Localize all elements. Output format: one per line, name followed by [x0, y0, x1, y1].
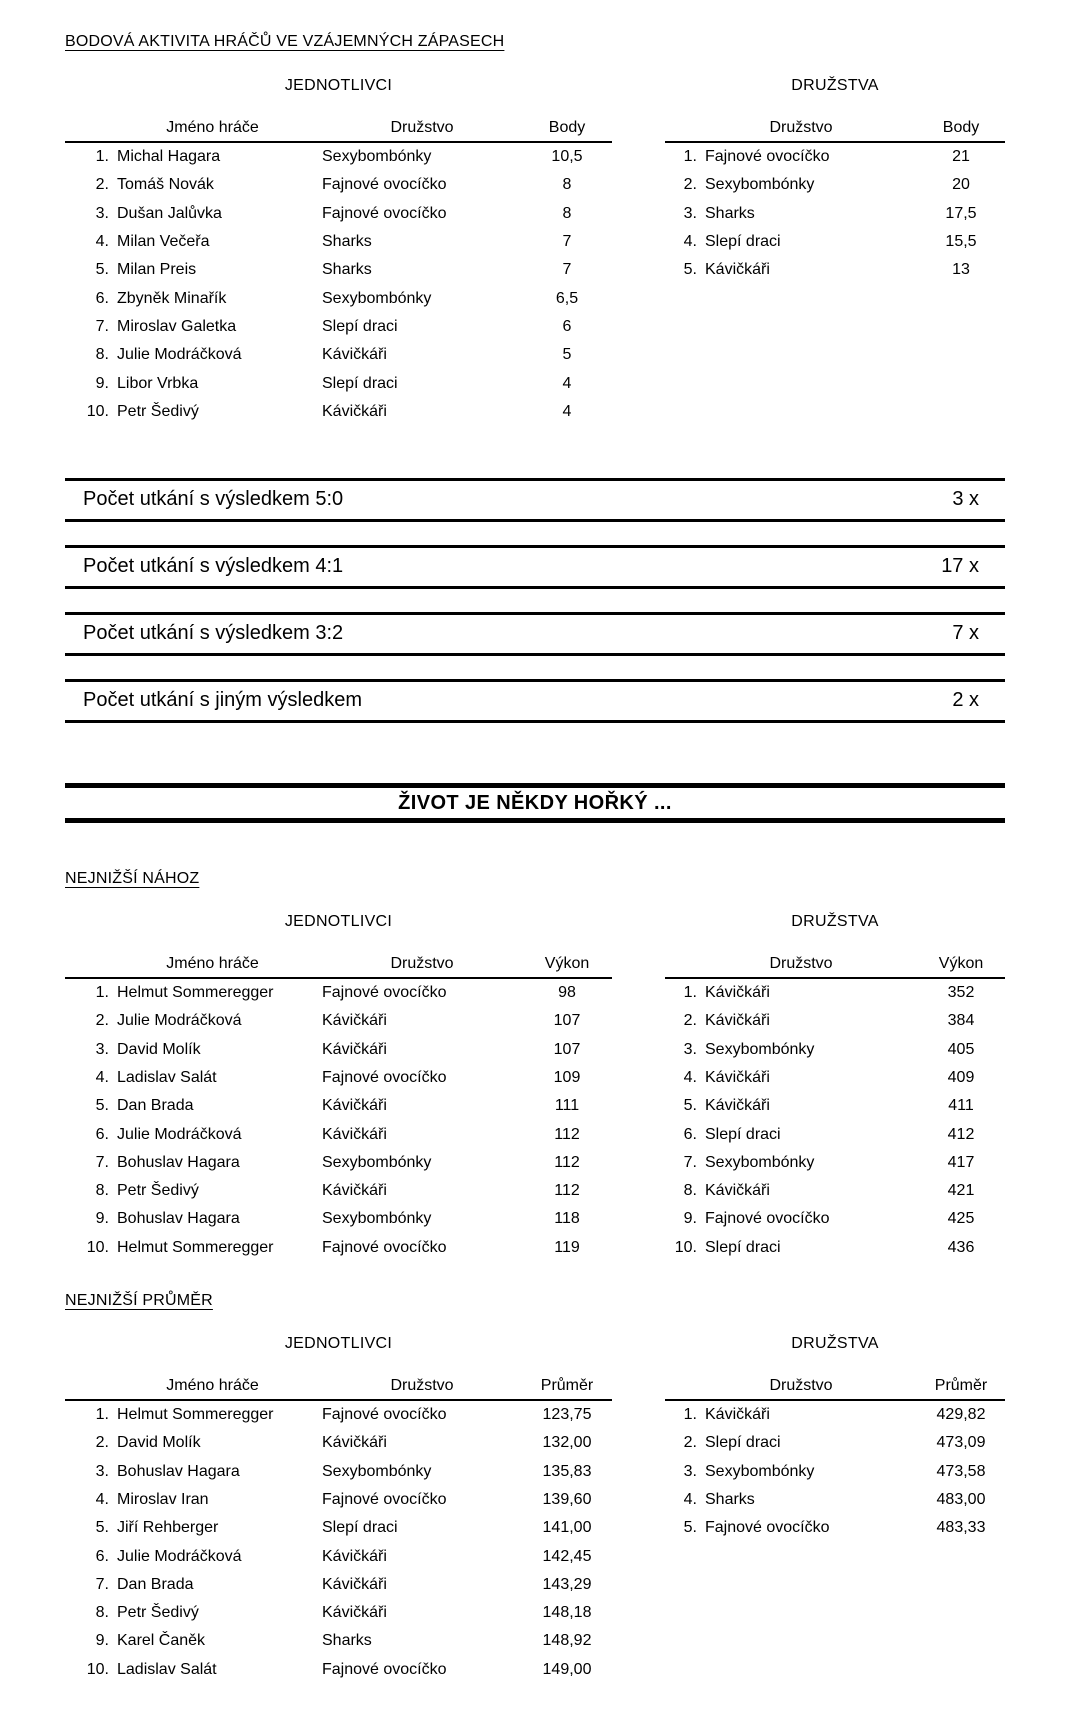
points-teams-table: [665, 77, 1005, 284]
table-row: [65, 256, 612, 284]
rank-cell: 3.: [95, 204, 109, 222]
team-name-cell: Kávičkáři: [705, 1012, 770, 1030]
player-name-cell: Zbyněk Minařík: [117, 289, 227, 307]
team-name-cell: Kávičkáři: [705, 261, 770, 279]
team-name-cell: Sexybombónky: [322, 1153, 432, 1171]
rank-cell: 3.: [95, 1040, 109, 1058]
player-name-cell: Helmut Sommeregger: [117, 1238, 274, 1256]
team-name-cell: Slepí draci: [705, 1434, 781, 1452]
player-name-cell: Julie Modráčková: [117, 1125, 242, 1143]
rank-cell: 5.: [683, 1519, 697, 1537]
rank-cell: 5.: [683, 261, 697, 279]
subsection-heading-lowest-throw: NEJNIŽŠÍ NÁHOZ: [65, 869, 200, 887]
table-title-individuals: JEDNOTLIVCI: [284, 1334, 393, 1352]
value-cell: 142,45: [542, 1547, 592, 1565]
rank-cell: 10.: [86, 402, 109, 420]
rank-cell: 8.: [95, 346, 109, 364]
team-name-cell: Sharks: [322, 261, 372, 279]
table-row: [665, 200, 1005, 228]
value-cell: 411: [948, 1097, 974, 1115]
points-individuals-table: [65, 77, 612, 426]
rank-cell: 6.: [683, 1125, 697, 1143]
player-name-cell: Helmut Sommeregger: [117, 1406, 274, 1424]
column-header-team: Družstvo: [769, 1376, 833, 1394]
table-row: [665, 1007, 1005, 1035]
team-name-cell: Slepí draci: [705, 1238, 781, 1256]
lowest-throw-teams-table: [665, 913, 1005, 1262]
team-name-cell: Fajnové ovocíčko: [705, 148, 830, 166]
team-name-cell: Sharks: [322, 1632, 372, 1650]
rank-cell: 3.: [683, 1462, 697, 1480]
table-row: [65, 1571, 612, 1599]
rank-cell: 8.: [683, 1182, 697, 1200]
table-header-row: [65, 955, 612, 979]
team-name-cell: Kávičkáři: [705, 1406, 770, 1424]
team-name-cell: Kávičkáři: [705, 1069, 770, 1086]
value-cell: 421: [947, 1182, 975, 1200]
player-name-cell: Dan Brada: [117, 1097, 194, 1115]
value-cell: 473,58: [936, 1462, 986, 1480]
team-name-cell: Slepí draci: [322, 317, 398, 335]
value-cell: 8: [562, 204, 572, 222]
rank-cell: 6.: [95, 289, 109, 307]
table-body: [65, 1401, 612, 1684]
table-row: [665, 1486, 1005, 1514]
player-name-cell: Petr Šedivý: [117, 1604, 199, 1622]
value-cell: 6,5: [555, 289, 579, 307]
value-cell: 429,82: [936, 1406, 986, 1424]
team-name-cell: Kávičkáři: [322, 1182, 387, 1200]
team-name-cell: Sexybombónky: [705, 176, 815, 194]
value-cell: 20: [952, 176, 970, 194]
table-header-row: [665, 955, 1005, 979]
table-row: [65, 979, 612, 1007]
rank-cell: 2.: [683, 1012, 697, 1030]
value-cell: 21: [952, 148, 970, 166]
column-header-player: Jméno hráče: [166, 119, 259, 136]
team-name-cell: Fajnové ovocíčko: [322, 984, 447, 1002]
rank-cell: 4.: [95, 1069, 109, 1086]
lowest-average-individuals-table: [65, 1335, 612, 1684]
team-name-cell: Kávičkáři: [322, 346, 387, 364]
value-cell: 8: [562, 176, 572, 194]
column-header-performance: Výkon: [544, 954, 590, 972]
table-row: [65, 1036, 612, 1064]
rank-cell: 7.: [95, 1153, 109, 1171]
player-name-cell: Jiří Rehberger: [117, 1519, 219, 1537]
summary-label: Počet utkání s výsledkem 5:0: [83, 488, 344, 511]
rank-cell: 8.: [95, 1604, 109, 1622]
rank-cell: 5.: [95, 261, 109, 279]
team-name-cell: Kávičkáři: [705, 1097, 770, 1115]
value-cell: 143,29: [542, 1575, 592, 1593]
table-row: [665, 1036, 1005, 1064]
summary-label: Počet utkání s jiným výsledkem: [83, 689, 362, 712]
table-row: [65, 1064, 612, 1092]
team-name-cell: Fajnové ovocíčko: [322, 204, 447, 222]
table-header-row: [665, 1377, 1005, 1401]
rank-cell: 10.: [86, 1660, 109, 1678]
team-name-cell: Sexybombónky: [705, 1153, 815, 1171]
table-row: [65, 1542, 612, 1570]
player-name-cell: Miroslav Iran: [117, 1490, 209, 1508]
value-cell: 473,09: [936, 1434, 986, 1452]
summary-row: [65, 545, 1005, 589]
table-row: [65, 200, 612, 228]
table-row: [65, 1120, 612, 1148]
value-cell: 13: [952, 261, 970, 279]
banner-title: ŽIVOT JE NĚKDY HOŘKÝ ...: [65, 783, 1005, 823]
rank-cell: 2.: [683, 176, 697, 194]
player-name-cell: Michal Hagara: [117, 148, 221, 166]
value-cell: 6: [562, 317, 572, 335]
team-name-cell: Slepí draci: [705, 1125, 781, 1143]
team-name-cell: Kávičkáři: [322, 1604, 387, 1622]
table-body: [665, 1401, 1005, 1542]
team-name-cell: Fajnové ovocíčko: [705, 1519, 830, 1537]
table-row: [665, 1429, 1005, 1457]
rank-cell: 7.: [683, 1153, 697, 1171]
rank-cell: 4.: [683, 1490, 697, 1508]
player-name-cell: Bohuslav Hagara: [117, 1210, 240, 1228]
table-title-teams: DRUŽSTVA: [791, 77, 879, 94]
player-name-cell: Karel Čaněk: [117, 1632, 206, 1650]
player-name-cell: Miroslav Galetka: [117, 317, 237, 335]
lowest-throw-individuals-table: [65, 913, 612, 1262]
rank-cell: 4.: [95, 233, 109, 251]
summary-label: Počet utkání s výsledkem 4:1: [83, 555, 344, 578]
team-name-cell: Kávičkáři: [322, 1040, 387, 1058]
value-cell: 132,00: [542, 1434, 592, 1452]
value-cell: 409: [947, 1069, 975, 1086]
team-name-cell: Slepí draci: [322, 1519, 398, 1537]
table-row: [665, 1092, 1005, 1120]
team-name-cell: Sharks: [705, 1490, 755, 1508]
table-header-row: [665, 119, 1005, 143]
table-row: [65, 313, 612, 341]
team-name-cell: Sharks: [705, 204, 755, 222]
table-row: [65, 341, 612, 369]
rank-cell: 10.: [86, 1238, 109, 1256]
team-name-cell: Kávičkáři: [705, 984, 770, 1002]
rank-cell: 1.: [683, 148, 697, 166]
rank-cell: 7.: [95, 317, 109, 335]
player-name-cell: Petr Šedivý: [117, 402, 199, 420]
player-name-cell: Julie Modráčková: [117, 1547, 242, 1565]
table-row: [65, 1486, 612, 1514]
table-row: [65, 1458, 612, 1486]
column-header-points: Body: [548, 119, 586, 136]
table-body: [65, 979, 612, 1262]
table-row: [65, 1092, 612, 1120]
rank-cell: 5.: [95, 1519, 109, 1537]
summary-row: [65, 612, 1005, 656]
value-cell: 425: [947, 1210, 975, 1228]
player-name-cell: Julie Modráčková: [117, 1012, 242, 1030]
value-cell: 15,5: [945, 233, 977, 251]
table-row: [65, 1401, 612, 1429]
table-row: [665, 1149, 1005, 1177]
rank-cell: 3.: [683, 1040, 697, 1058]
value-cell: 384: [947, 1012, 975, 1030]
rank-cell: 4.: [95, 1490, 109, 1508]
team-name-cell: Sexybombónky: [322, 1462, 432, 1480]
page-title: BODOVÁ AKTIVITA HRÁČŮ VE VZÁJEMNÝCH ZÁPASECH: [65, 33, 505, 50]
summary-row: [65, 679, 1005, 723]
rank-cell: 1.: [683, 984, 697, 1002]
player-name-cell: Libor Vrbka: [117, 374, 199, 392]
value-cell: 483,33: [936, 1519, 986, 1537]
team-name-cell: Sharks: [322, 233, 372, 251]
team-name-cell: Fajnové ovocíčko: [322, 1069, 447, 1086]
value-cell: 4: [562, 374, 572, 392]
table-row: [65, 1627, 612, 1655]
team-name-cell: Slepí draci: [322, 374, 398, 392]
table-row: [65, 143, 612, 171]
player-name-cell: Julie Modráčková: [117, 346, 242, 364]
column-header-team: Družstvo: [390, 119, 454, 136]
player-name-cell: Dušan Jalůvka: [117, 204, 222, 222]
value-cell: 135,83: [542, 1462, 592, 1480]
team-name-cell: Fajnové ovocíčko: [322, 1238, 447, 1256]
value-cell: 139,60: [542, 1490, 592, 1508]
table-row: [665, 979, 1005, 1007]
team-name-cell: Sexybombónky: [705, 1462, 815, 1480]
value-cell: 123,75: [542, 1406, 592, 1424]
table-row: [65, 1656, 612, 1684]
rank-cell: 5.: [95, 1097, 109, 1115]
value-cell: 417: [947, 1153, 975, 1171]
table-body: [665, 979, 1005, 1262]
value-cell: 107: [553, 1040, 581, 1058]
table-row: [65, 1514, 612, 1542]
rank-cell: 2.: [95, 176, 109, 194]
team-name-cell: Sexybombónky: [322, 1210, 432, 1228]
team-name-cell: Kávičkáři: [322, 1575, 387, 1593]
rank-cell: 1.: [95, 148, 109, 166]
player-name-cell: Tomáš Novák: [117, 176, 214, 194]
value-cell: 483,00: [936, 1490, 986, 1508]
summary-row: [65, 478, 1005, 522]
value-cell: 118: [554, 1210, 580, 1228]
rank-cell: 2.: [95, 1434, 109, 1452]
value-cell: 5: [562, 346, 572, 364]
column-header-team: Družstvo: [769, 954, 833, 972]
summary-value: 17 x: [941, 555, 979, 578]
table-row: [65, 1429, 612, 1457]
value-cell: 405: [947, 1040, 975, 1058]
table-row: [665, 143, 1005, 171]
team-name-cell: Kávičkáři: [322, 1547, 387, 1565]
table-row: [665, 1064, 1005, 1092]
table-header-row: [65, 119, 612, 143]
table-row: [65, 1234, 612, 1262]
summary-value: 2 x: [952, 689, 979, 712]
section-lowest-average: [65, 1335, 1005, 1684]
player-name-cell: Helmut Sommeregger: [117, 984, 274, 1002]
table-row: [665, 1177, 1005, 1205]
table-title-individuals: JEDNOTLIVCI: [284, 912, 393, 930]
value-cell: 109: [553, 1069, 581, 1086]
player-name-cell: Milan Večeřa: [117, 233, 210, 251]
table-row: [65, 171, 612, 199]
rank-cell: 4.: [683, 233, 697, 251]
player-name-cell: David Molík: [117, 1040, 201, 1058]
rank-cell: 9.: [95, 1632, 109, 1650]
table-row: [65, 1007, 612, 1035]
team-name-cell: Fajnové ovocíčko: [322, 1490, 447, 1508]
table-title-teams: DRUŽSTVA: [791, 912, 879, 930]
rank-cell: 9.: [95, 1210, 109, 1228]
column-header-team: Družstvo: [769, 119, 833, 136]
value-cell: 111: [554, 1097, 580, 1115]
team-name-cell: Kávičkáři: [322, 1012, 387, 1030]
value-cell: 10,5: [551, 148, 583, 166]
player-name-cell: Milan Preis: [117, 261, 197, 279]
value-cell: 17,5: [945, 204, 977, 222]
section-points: [65, 77, 1005, 426]
value-cell: 148,92: [542, 1632, 592, 1650]
table-row: [665, 1205, 1005, 1233]
column-header-player: Jméno hráče: [166, 1376, 259, 1394]
team-name-cell: Kávičkáři: [322, 1097, 387, 1115]
column-header-average: Průměr: [934, 1376, 988, 1394]
rank-cell: 10.: [674, 1238, 697, 1256]
team-name-cell: Kávičkáři: [322, 1125, 387, 1143]
team-name-cell: Slepí draci: [705, 233, 781, 251]
column-header-team: Družstvo: [390, 1376, 454, 1394]
table-title-teams: DRUŽSTVA: [791, 1334, 879, 1352]
player-name-cell: Dan Brada: [117, 1575, 194, 1593]
table-row: [65, 398, 612, 426]
table-row: [665, 228, 1005, 256]
table-row: [665, 256, 1005, 284]
value-cell: 112: [554, 1125, 580, 1143]
value-cell: 7: [562, 261, 572, 279]
team-name-cell: Sexybombónky: [322, 289, 432, 307]
match-result-summary: [65, 478, 1005, 723]
table-row: [665, 1120, 1005, 1148]
team-name-cell: Kávičkáři: [322, 402, 387, 420]
column-header-player: Jméno hráče: [166, 954, 259, 972]
value-cell: 112: [554, 1153, 580, 1171]
player-name-cell: Ladislav Salát: [117, 1069, 217, 1086]
rank-cell: 1.: [95, 984, 109, 1002]
team-name-cell: Fajnové ovocíčko: [322, 176, 447, 194]
team-name-cell: Fajnové ovocíčko: [705, 1210, 830, 1228]
subsection-heading-lowest-average: NEJNIŽŠÍ PRŮMĚR: [65, 1291, 213, 1309]
section-lowest-throw: [65, 913, 1005, 1262]
rank-cell: 1.: [95, 1406, 109, 1424]
team-name-cell: Sexybombónky: [705, 1040, 815, 1058]
player-name-cell: Bohuslav Hagara: [117, 1462, 240, 1480]
table-row: [665, 1401, 1005, 1429]
summary-value: 7 x: [952, 622, 979, 645]
table-body: [65, 143, 612, 426]
rank-cell: 1.: [683, 1406, 697, 1424]
team-name-cell: Kávičkáři: [705, 1182, 770, 1200]
table-header-row: [65, 1377, 612, 1401]
rank-cell: 3.: [683, 204, 697, 222]
player-name-cell: Petr Šedivý: [117, 1182, 199, 1200]
value-cell: 141,00: [542, 1519, 592, 1537]
table-row: [65, 1149, 612, 1177]
table-row: [65, 284, 612, 312]
rank-cell: 3.: [95, 1462, 109, 1480]
column-header-performance: Výkon: [938, 954, 984, 972]
player-name-cell: Ladislav Salát: [117, 1660, 217, 1678]
value-cell: 149,00: [542, 1660, 592, 1678]
table-row: [65, 228, 612, 256]
rank-cell: 5.: [683, 1097, 697, 1115]
table-row: [665, 171, 1005, 199]
table-row: [65, 1599, 612, 1627]
value-cell: 148,18: [542, 1604, 592, 1622]
team-name-cell: Fajnové ovocíčko: [322, 1660, 447, 1678]
rank-cell: 7.: [95, 1575, 109, 1593]
summary-label: Počet utkání s výsledkem 3:2: [83, 622, 344, 645]
table-title-individuals: JEDNOTLIVCI: [284, 77, 393, 94]
value-cell: 7: [562, 233, 572, 251]
column-header-team: Družstvo: [390, 954, 454, 972]
team-name-cell: Fajnové ovocíčko: [322, 1406, 447, 1424]
player-name-cell: David Molík: [117, 1434, 201, 1452]
rank-cell: 9.: [683, 1210, 697, 1228]
table-row: [665, 1458, 1005, 1486]
table-row: [65, 1205, 612, 1233]
value-cell: 436: [947, 1238, 975, 1256]
column-header-average: Průměr: [540, 1376, 594, 1394]
table-row: [665, 1514, 1005, 1542]
rank-cell: 8.: [95, 1182, 109, 1200]
value-cell: 412: [947, 1125, 975, 1143]
lowest-average-teams-table: [665, 1335, 1005, 1542]
table-body: [665, 143, 1005, 284]
rank-cell: 9.: [95, 374, 109, 392]
table-row: [65, 369, 612, 397]
value-cell: 107: [553, 1012, 581, 1030]
rank-cell: 6.: [95, 1547, 109, 1565]
table-row: [65, 1177, 612, 1205]
team-name-cell: Kávičkáři: [322, 1434, 387, 1452]
rank-cell: 6.: [95, 1125, 109, 1143]
value-cell: 112: [554, 1182, 580, 1200]
value-cell: 119: [554, 1238, 580, 1256]
rank-cell: 4.: [683, 1069, 697, 1086]
column-header-points: Body: [942, 119, 980, 136]
table-row: [665, 1234, 1005, 1262]
player-name-cell: Bohuslav Hagara: [117, 1153, 240, 1171]
team-name-cell: Sexybombónky: [322, 148, 432, 166]
rank-cell: 2.: [683, 1434, 697, 1452]
summary-value: 3 x: [952, 488, 979, 511]
value-cell: 352: [947, 984, 975, 1002]
value-cell: 4: [562, 402, 572, 420]
value-cell: 98: [558, 984, 576, 1002]
rank-cell: 2.: [95, 1012, 109, 1030]
